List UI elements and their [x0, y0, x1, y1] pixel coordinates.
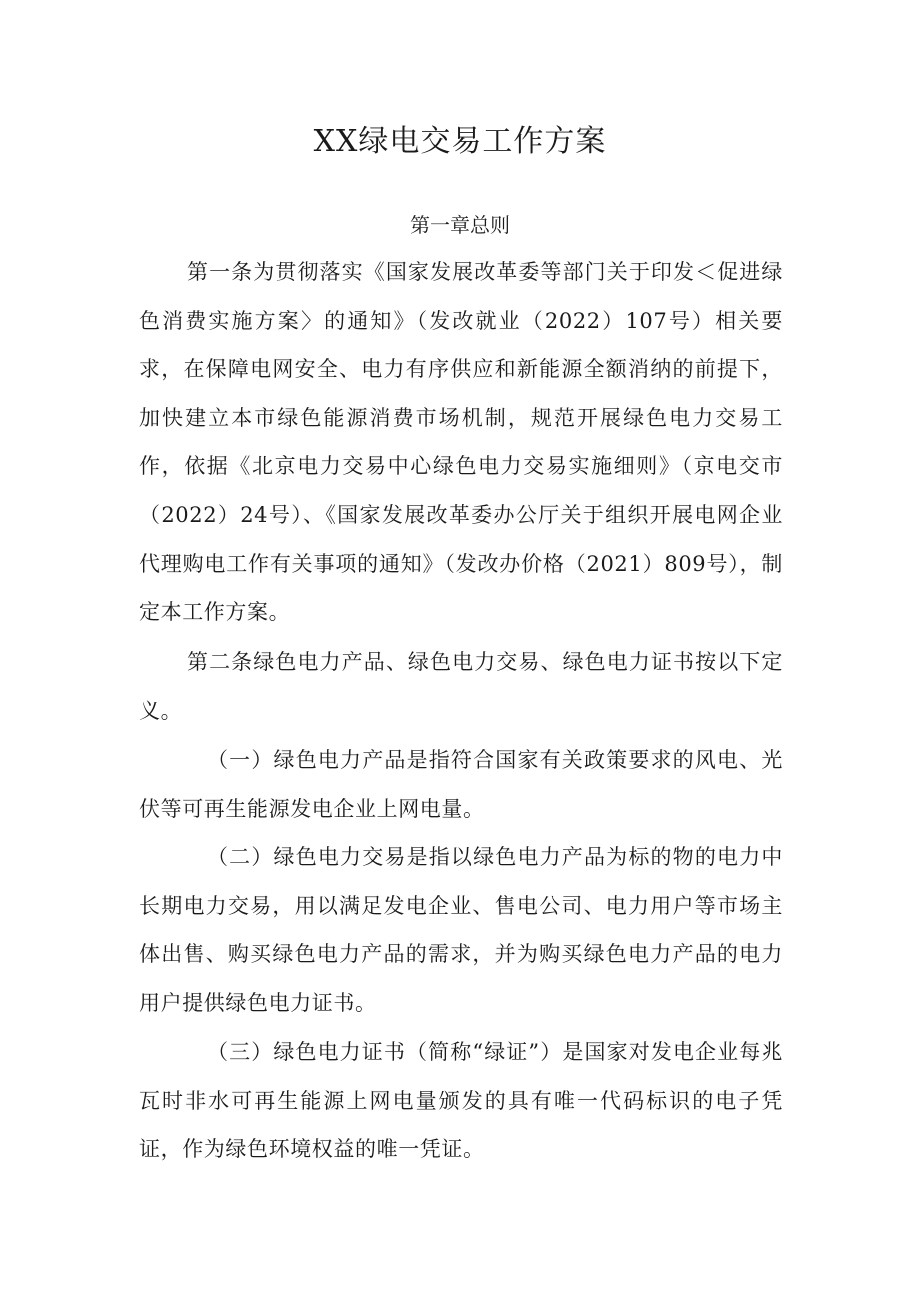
paragraph-item-3: （三）绿色电力证书（简称“绿证”）是国家对发电企业每兆瓦时非水可再生能源上网电量颁发的具有唯一代码标识的电子凭证，作为绿色环境权益的唯一凭证。 [139, 1040, 783, 1162]
paragraph-item-2: （二）绿色电力交易是指以绿色电力产品为标的物的电力中长期电力交易，用以满足发电企业、售电公司、电力用户等市场主体出售、购买绿色电力产品的需求，并为购买绿色电力产品的电力用户提供绿色电力证书。 [139, 845, 783, 1015]
chapter-heading: 第一章总则 [410, 213, 510, 237]
paragraph-article-1: 第一条为贯彻落实《国家发展改革委等部门关于印发＜促进绿色消费实施方案〉的通知》（发改就业（2022）107号）相关要求，在保障电网安全、电力有序供应和新能源全额消纳的前提下，加快建立本市绿色能源消费市场机制，规范开展绿色电力交易工作，依据《北京电力交易中心绿色电力交易实施细则》（京电交市（2022）24号）、《国家发展改革委办公厅关于组织开展电网企业代理购电工作有关事项的通知》（发改办价格（2021）809号），制定本工作方案。 [139, 260, 783, 625]
document-title: XX绿电交易工作方案 [313, 124, 607, 159]
paragraph-article-2: 第二条绿色电力产品、绿色电力交易、绿色电力证书按以下定义。 [139, 650, 783, 723]
paragraph-item-1: （一）绿色电力产品是指符合国家有关政策要求的风电、光伏等可再生能源发电企业上网电量。 [139, 748, 783, 821]
